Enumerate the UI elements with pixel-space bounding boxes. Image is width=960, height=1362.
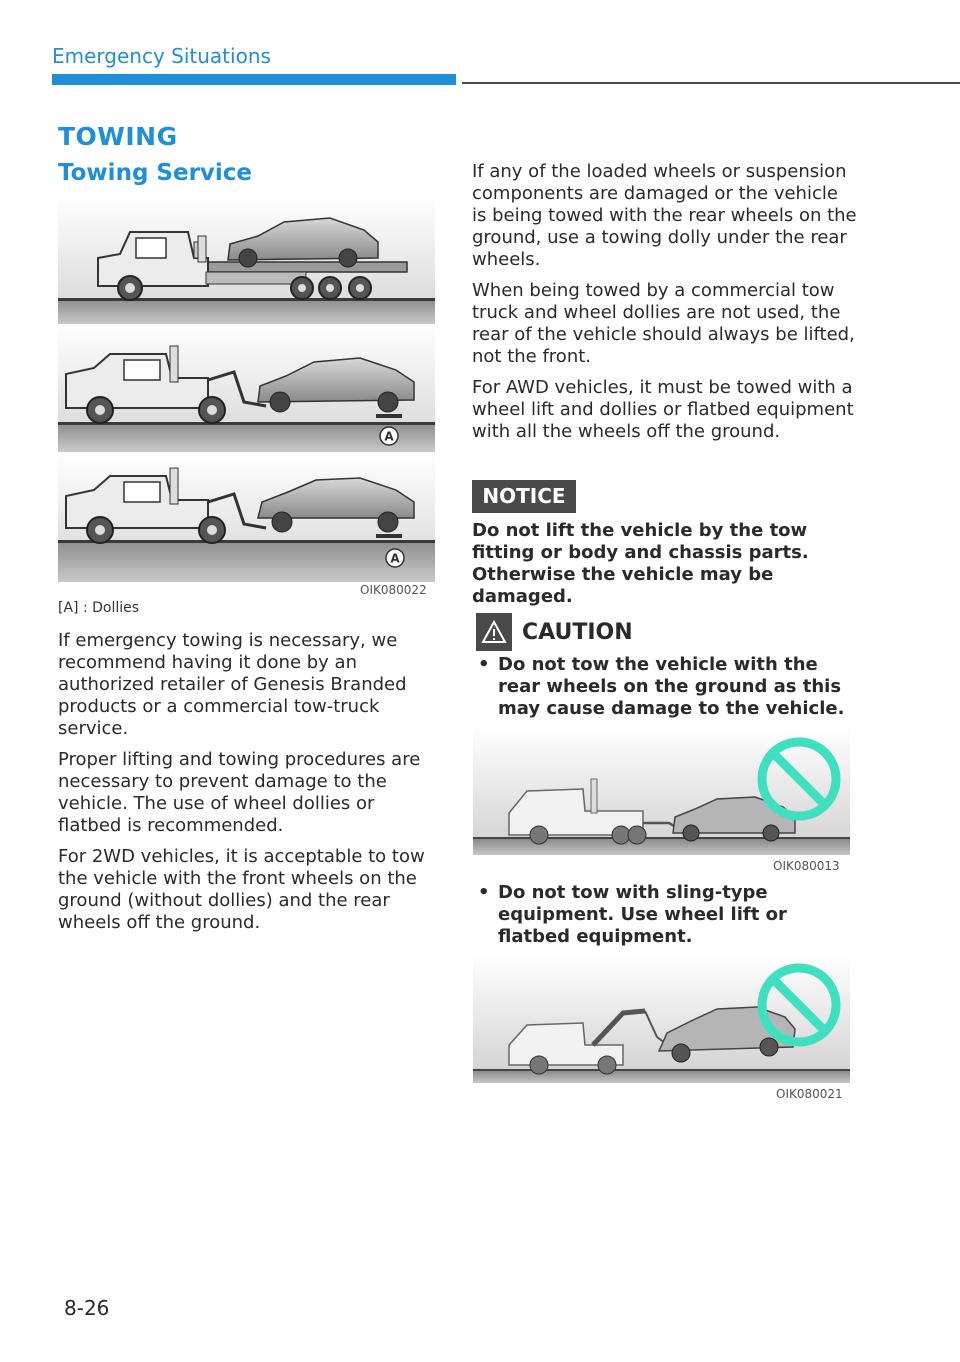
towing-methods-figure (58, 196, 435, 582)
paragraph: For AWD vehicles, it must be towed with a wheel lift and dollies or flatbed equipment with all the wheels off the ground. (472, 377, 854, 442)
figure-code: OIK080013 (773, 859, 840, 873)
dolly-marker-label: A (390, 551, 400, 566)
figure-caption: [A] : Dollies (58, 600, 140, 616)
paragraph: If any of the loaded wheels or suspension components are damaged or the vehicle is being towed with the rear wheels on the ground, use a towing dolly under the rear wheels. (472, 161, 857, 270)
towing-methods-illustration (58, 196, 435, 582)
header-section-title: Emergency Situations (52, 44, 271, 68)
warning-icon (476, 613, 512, 651)
notice-text: Do not lift the vehicle by the tow fitting or body and chassis parts. Otherwise the vehicle may be damaged. (472, 520, 809, 607)
paragraph: When being towed by a commercial tow truck and wheel dollies are not used, the rear of the vehicle should always be lifted, not the front. (472, 280, 855, 367)
left-column-text (58, 630, 443, 943)
caution-heading (476, 612, 633, 652)
figure-code: OIK080021 (776, 1087, 843, 1101)
caution-bullet (478, 654, 858, 720)
notice-badge: NOTICE (472, 480, 576, 513)
header-rule (462, 82, 960, 84)
bullet-icon: • (478, 882, 490, 903)
header-accent-bar (52, 74, 456, 85)
page-subtitle: Towing Service (58, 160, 253, 186)
caution-bullet-text: Do not tow the vehicle with the rear wheels on the ground as this may cause damage to the vehicle. (498, 654, 845, 719)
paragraph: Proper lifting and towing procedures are necessary to prevent damage to the vehicle. The use of wheel dollies or flatbed is recommended. (58, 749, 421, 836)
page-number: 8-26 (64, 1296, 110, 1320)
paragraph: For 2WD vehicles, it is acceptable to tow the vehicle with the front wheels on the ground (without dollies) and the rear wheels off the ground. (58, 846, 425, 933)
right-column-text (472, 161, 857, 452)
bullet-icon: • (478, 654, 490, 675)
caution-bullet-text: Do not tow with sling-type equipment. Use wheel lift or flatbed equipment. (498, 882, 787, 947)
caution-bullet (478, 882, 858, 948)
figure-code: OIK080022 (360, 583, 427, 597)
caution-label: CAUTION (522, 619, 633, 645)
prohibited-sling-illustration (473, 955, 850, 1083)
prohibited-rear-wheels-figure (473, 727, 850, 855)
prohibited-rear-wheels-illustration (473, 727, 850, 855)
prohibited-sling-figure (473, 955, 850, 1083)
paragraph: If emergency towing is necessary, we recommend having it done by an authorized retailer of Genesis Branded products or a commercial tow-truck service. (58, 630, 407, 739)
dolly-marker-label: A (384, 429, 394, 444)
page-title: TOWING (58, 122, 178, 151)
